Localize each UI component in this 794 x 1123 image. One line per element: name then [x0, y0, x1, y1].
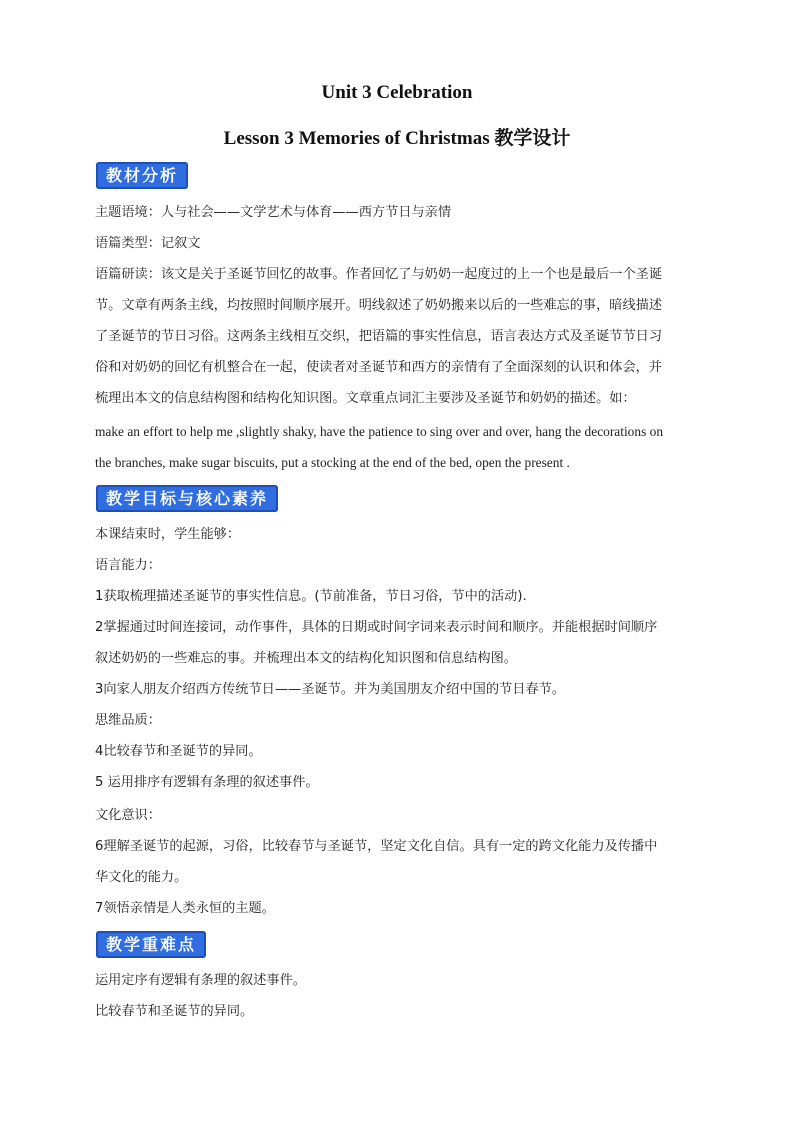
objective-line: 1获取梳理描述圣诞节的事实性信息。(节前准备，节日习俗，节中的活动). [95, 589, 527, 604]
objective-line: 4比较春节和圣诞节的异同。 [95, 744, 262, 759]
analysis-line: 语篇类型：记叙文 [95, 236, 201, 251]
objective-line: 2掌握通过时间连接词，动作事件，具体的日期或时间字词来表示时间和顺序。并能根据时间顺序 [95, 620, 658, 635]
section-heading-analysis: 教材分析 [96, 162, 188, 189]
objective-line: 3向家人朋友介绍西方传统节日——圣诞节。并为美国朋友介绍中国的节日春节。 [95, 682, 565, 697]
analysis-line: make an effort to help me ,slightly shaky, have the patience to sing over and over, hang the decorations on [95, 424, 664, 439]
unit-title: Unit 3 Celebration [321, 82, 473, 103]
analysis-line: the branches, make sugar biscuits, put a stocking at the end of the bed, open the present . [95, 455, 570, 470]
objective-line: 文化意识： [95, 808, 161, 823]
analysis-line: 俗和对奶奶的回忆有机整合在一起，使读者对圣诞节和西方的亲情有了全面深刻的认识和体会，并 [95, 360, 663, 375]
keypoint-line: 比较春节和圣诞节的异同。 [95, 1004, 254, 1019]
lesson-title: Lesson 3 Memories of Christmas 教学设计 [223, 128, 571, 149]
analysis-line: 了圣诞节的节日习俗。这两条主线相互交织，把语篇的事实性信息，语言表达方式及圣诞节节日习 [95, 329, 663, 344]
analysis-line: 节。文章有两条主线，均按照时间顺序展开。明线叙述了奶奶搬来以后的一些难忘的事，暗线描述 [95, 298, 663, 313]
analysis-line: 主题语境：人与社会——文学艺术与体育——西方节日与亲情 [95, 205, 452, 220]
objective-line: 7领悟亲情是人类永恒的主题。 [95, 901, 275, 916]
objective-line: 本课结束时，学生能够： [95, 527, 241, 542]
objective-line: 叙述奶奶的一些难忘的事。并梳理出本文的结构化知识图和信息结构图。 [95, 651, 517, 666]
analysis-line: 梳理出本文的信息结构图和结构化知识图。文章重点词汇主要涉及圣诞节和奶奶的描述。如： [95, 391, 636, 406]
section-heading-objectives: 教学目标与核心素养 [96, 485, 278, 512]
analysis-line: 语篇研读：该文是关于圣诞节回忆的故事。作者回忆了与奶奶一起度过的上一个也是最后一个圣诞 [95, 267, 663, 282]
objective-line: 6理解圣诞节的起源，习俗，比较春节与圣诞节，坚定文化自信。具有一定的跨文化能力及传播中 [95, 839, 658, 854]
objective-line: 语言能力： [95, 558, 161, 573]
objective-line: 华文化的能力。 [95, 870, 188, 885]
objective-line: 思维品质： [95, 713, 161, 728]
objective-line: 5 运用排序有逻辑有条理的叙述事件。 [95, 775, 319, 790]
keypoint-line: 运用定序有逻辑有条理的叙述事件。 [95, 973, 306, 988]
section-heading-keypoints: 教学重难点 [96, 931, 206, 958]
